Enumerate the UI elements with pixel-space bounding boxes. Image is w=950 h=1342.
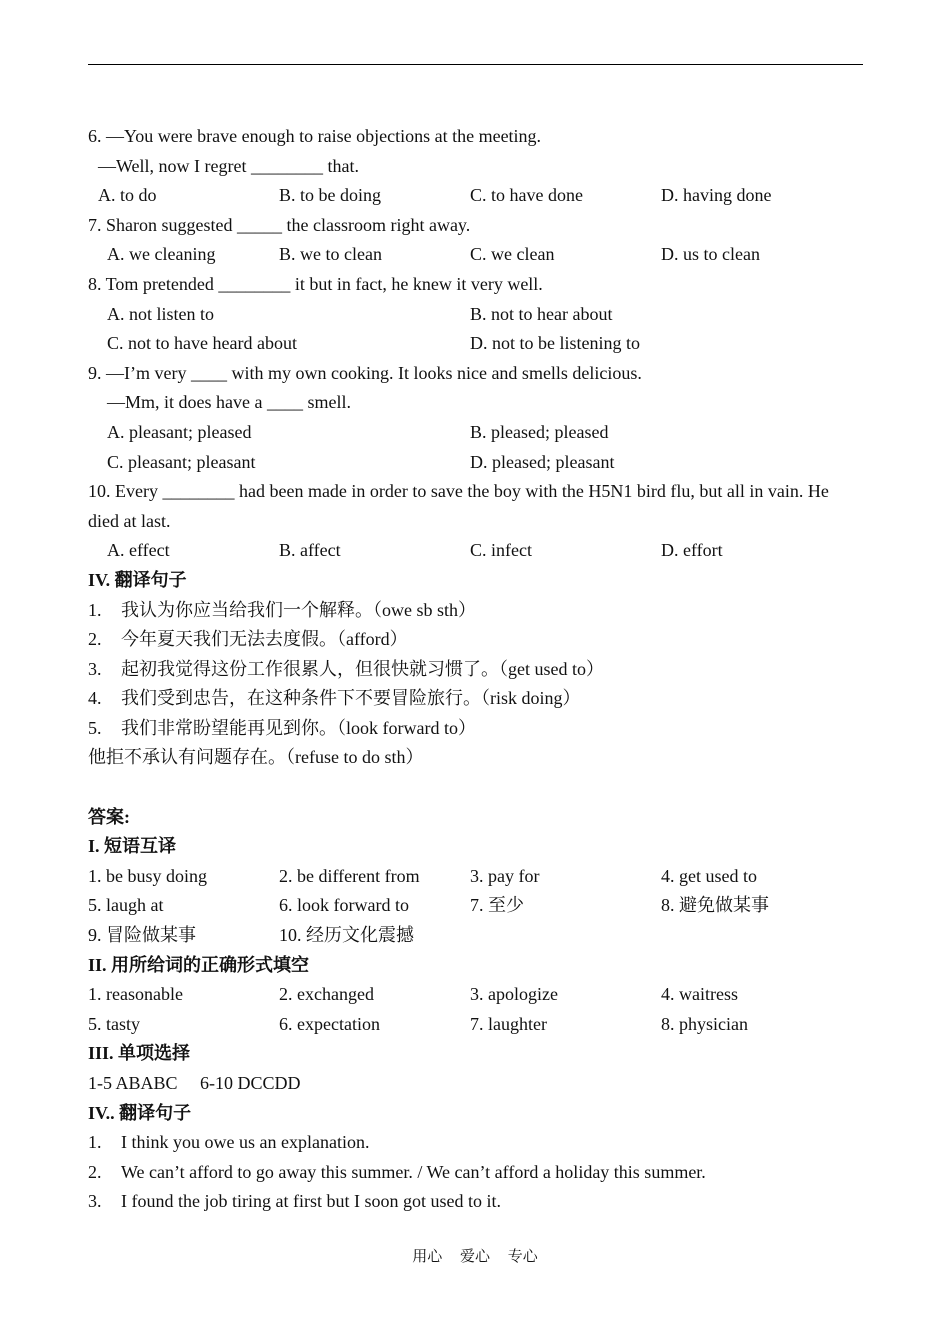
option-c: C. pleasant; pleasant bbox=[107, 451, 256, 472]
section-heading: IV. 翻译句子 bbox=[88, 569, 187, 590]
question-8-stem: 8. Tom pretended ________ it but in fact, he knew it very well. bbox=[88, 273, 543, 294]
option-b: B. pleased; pleased bbox=[470, 421, 609, 442]
answer-cell: 5. laugh at bbox=[88, 895, 164, 916]
footer-text: 爱心 bbox=[459, 1249, 490, 1265]
list-item bbox=[88, 1158, 863, 1188]
question-7-options bbox=[88, 240, 863, 270]
answer-cell: 6. expectation bbox=[279, 1013, 380, 1034]
option-d: D. pleased; pleasant bbox=[470, 451, 615, 472]
list-item bbox=[88, 714, 863, 744]
option-b: B. not to hear about bbox=[470, 303, 613, 324]
answer-row bbox=[88, 891, 863, 921]
answer-cell: 2. be different from bbox=[279, 865, 420, 886]
question-7-stem: 7. Sharon suggested _____ the classroom right away. bbox=[88, 214, 471, 235]
option-c: C. to have done bbox=[470, 185, 583, 206]
option-b: B. to be doing bbox=[279, 185, 381, 206]
item-text: 起初我觉得这份工作很累人，但很快就习惯了。（get used to） bbox=[121, 658, 604, 679]
list-item bbox=[88, 625, 863, 655]
question-6-stem: 6. —You were brave enough to raise objections at the meeting. bbox=[88, 126, 542, 146]
option-c: C. we clean bbox=[470, 244, 555, 265]
item-number: 2. bbox=[88, 1161, 102, 1182]
answer-row bbox=[88, 921, 863, 951]
section-heading: I. 短语互译 bbox=[88, 836, 177, 857]
question-9-reply: —Mm, it does have a ____ smell. bbox=[107, 392, 351, 413]
list-item bbox=[88, 684, 863, 714]
answer-key-line: 1-5 ABABC 6-10 DCCDD bbox=[88, 1073, 301, 1093]
answer-cell: 1. be busy doing bbox=[88, 865, 207, 886]
option-a: A. we cleaning bbox=[107, 244, 216, 265]
option-a: A. not listen to bbox=[107, 303, 214, 324]
answer-cell: 7. 至少 bbox=[470, 895, 524, 916]
section-heading: IV.. 翻译句子 bbox=[88, 1102, 192, 1123]
option-d: D. us to clean bbox=[661, 244, 760, 265]
question-6-reply: —Well, now I regret ________ that. bbox=[98, 155, 359, 176]
answer-row bbox=[88, 1010, 863, 1040]
answer-row bbox=[88, 862, 863, 892]
question-8-options-row1 bbox=[88, 300, 863, 330]
option-d: D. effort bbox=[661, 540, 723, 561]
answer-cell: 4. get used to bbox=[661, 865, 757, 886]
answers-title: 答案: bbox=[88, 806, 130, 827]
item-number: 1. bbox=[88, 1132, 102, 1153]
item-number: 1. bbox=[88, 599, 102, 620]
section-heading: II. 用所给词的正确形式填空 bbox=[88, 954, 310, 975]
answer-cell: 9. 冒险做某事 bbox=[88, 925, 196, 946]
answer-cell: 10. 经历文化震撼 bbox=[279, 925, 414, 946]
item-number: 3. bbox=[88, 658, 102, 679]
footer-text: 专心 bbox=[507, 1249, 538, 1265]
answer-cell: 4. waitress bbox=[661, 984, 738, 1005]
option-a: A. effect bbox=[107, 540, 170, 561]
footer-text: 用心 bbox=[412, 1249, 443, 1265]
item-text: We can’t afford to go away this summer. / We can’t afford a holiday this summer. bbox=[121, 1161, 706, 1182]
option-b: B. affect bbox=[279, 540, 341, 561]
list-item bbox=[88, 596, 863, 626]
list-item bbox=[88, 1187, 863, 1217]
option-a: A. pleasant; pleased bbox=[107, 421, 252, 442]
document-body bbox=[88, 122, 863, 1217]
item-text: 我们受到忠告，在这种条件下不要冒险旅行。（risk doing） bbox=[121, 688, 581, 709]
item-text: 我认为你应当给我们一个解释。（owe sb sth） bbox=[121, 599, 476, 620]
answer-cell: 8. physician bbox=[661, 1013, 748, 1034]
extra-sentence: 他拒不承认有问题存在。（refuse to do sth） bbox=[88, 747, 424, 768]
answer-cell: 3. pay for bbox=[470, 865, 540, 886]
question-10-stem: 10. Every ________ had been made in order to save the boy with the H5N1 bird flu, but all in vain. He died at last. bbox=[88, 481, 829, 531]
item-number: 2. bbox=[88, 629, 102, 650]
option-b: B. we to clean bbox=[279, 244, 382, 265]
item-number: 5. bbox=[88, 717, 102, 738]
question-8-options-row2 bbox=[88, 329, 863, 359]
answer-cell: 2. exchanged bbox=[279, 984, 374, 1005]
section-heading: III. 单项选择 bbox=[88, 1043, 191, 1064]
header-rule bbox=[88, 64, 863, 65]
item-text: 我们非常盼望能再见到你。（look forward to） bbox=[121, 717, 476, 738]
option-a: A. to do bbox=[98, 185, 157, 206]
option-c: C. not to have heard about bbox=[107, 333, 297, 354]
list-item bbox=[88, 655, 863, 685]
item-number: 4. bbox=[88, 688, 102, 709]
list-item bbox=[88, 1128, 863, 1158]
item-number: 3. bbox=[88, 1191, 102, 1212]
question-9-options-row2 bbox=[88, 448, 863, 478]
item-text: I think you owe us an explanation. bbox=[121, 1132, 370, 1153]
page-footer bbox=[0, 1245, 950, 1266]
question-9-options-row1 bbox=[88, 418, 863, 448]
item-text: 今年夏天我们无法去度假。（afford） bbox=[121, 629, 408, 650]
question-10-options bbox=[88, 536, 863, 566]
answer-cell: 8. 避免做某事 bbox=[661, 895, 769, 916]
answer-cell: 7. laughter bbox=[470, 1013, 547, 1034]
question-9-stem: 9. —I’m very ____ with my own cooking. It looks nice and smells delicious. bbox=[88, 362, 642, 383]
answer-row bbox=[88, 980, 863, 1010]
item-text: I found the job tiring at first but I soon got used to it. bbox=[121, 1191, 501, 1212]
answer-cell: 1. reasonable bbox=[88, 984, 183, 1005]
option-d: D. not to be listening to bbox=[470, 333, 640, 354]
answer-cell: 6. look forward to bbox=[279, 895, 409, 916]
question-6-options bbox=[88, 181, 863, 211]
option-d: D. having done bbox=[661, 185, 772, 206]
answer-cell: 5. tasty bbox=[88, 1013, 140, 1034]
option-c: C. infect bbox=[470, 540, 532, 561]
answer-cell: 3. apologize bbox=[470, 984, 558, 1005]
spacer bbox=[88, 773, 863, 803]
